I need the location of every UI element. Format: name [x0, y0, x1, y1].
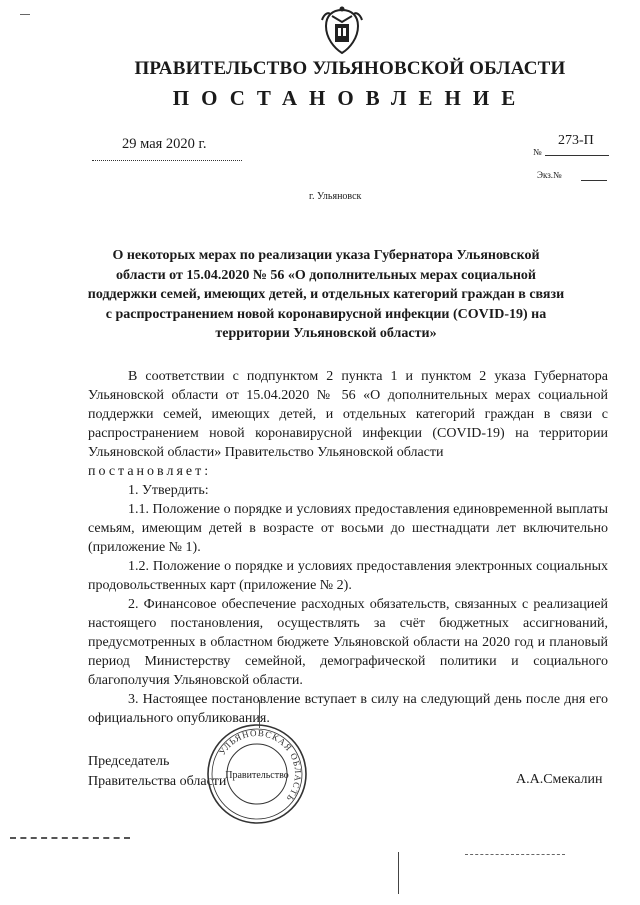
copy-number-underline [581, 180, 607, 181]
document-date: 29 мая 2020 г. [122, 136, 207, 152]
seal-center-text: Правительство [225, 770, 289, 781]
item-1: 1. Утвердить: [128, 483, 209, 498]
item-1-1: 1.1. Положение о порядке и условиях предоставления единовременной выплаты семьям, имеющим детей в возрасте от восьми до шестнадцати лет включительно (приложение № 1). [88, 502, 608, 555]
document-type: ПОСТАНОВЛЕНИЕ [172, 86, 528, 110]
copy-number-label: Экз.№ [537, 170, 562, 180]
corner-dash-line [465, 854, 565, 855]
corner-mark [398, 852, 399, 894]
date-underline [92, 160, 242, 161]
organization-name: ПРАВИТЕЛЬСТВО УЛЬЯНОВСКОЙ ОБЛАСТИ [134, 58, 566, 79]
signature-position-line2: Правительства области [88, 774, 227, 789]
coat-of-arms-emblem [318, 6, 366, 56]
signature-position-line1: Председатель [88, 754, 170, 769]
document-title: О некоторых мерах по реализации указа Губернатора Ульяновской области от 15.04.2020 № 56 «О дополнительных мерах социальной поддержки семей, имеющих детей, и отдельных категорий граждан в связи с распространением новой коронавирусной инфекции (COVID-19) на территории Ульяновской области» [87, 248, 565, 341]
number-prefix: № [533, 147, 542, 157]
footer-dash-line [10, 837, 130, 839]
scan-mark [20, 14, 30, 15]
item-1-2: 1.2. Положение о порядке и условиях предоставления электронных социальных продовольственных карт (приложение № 2). [88, 559, 608, 593]
item-2: 2. Финансовое обеспечение расходных обязательств, связанных с реализацией настоящего постановления, осуществлять за счёт бюджетных ассигнований, предусмотренных в областном бюджете Ульяновской области на 2020 год и плановый период Министерству семейной, демографической политики и социального благополучия Ульяновской области. [88, 597, 608, 688]
signer-name: А.А.Смекалин [516, 772, 603, 787]
svg-text:УЛЬЯНОВСКАЯ ОБЛАСТЬ [217, 728, 303, 804]
official-seal-stamp [205, 722, 309, 826]
seal-ring-text: УЛЬЯНОВСКАЯ ОБЛАСТЬ [216, 727, 304, 804]
city: г. Ульяновск [309, 191, 362, 202]
document-body [88, 367, 608, 728]
preamble-paragraph: В соответствии с подпунктом 2 пункта 1 и пунктом 2 указа Губернатора Ульяновской области от 15.04.2020 № 56 «О дополнительных мерах социальной поддержки семей, имеющих детей, и отдельных категорий граждан в связи с распространением новой коронавирусной инфекции (COVID-19) на территории Ульяновской области» Правительство Ульяновской области [88, 369, 608, 460]
document-number: 273-П [558, 133, 594, 148]
number-underline [545, 155, 609, 156]
resolves-word: постановляет: [88, 464, 212, 479]
item-3: 3. Настоящее постановление вступает в силу на следующий день после дня его официального опубликования. [88, 692, 608, 726]
